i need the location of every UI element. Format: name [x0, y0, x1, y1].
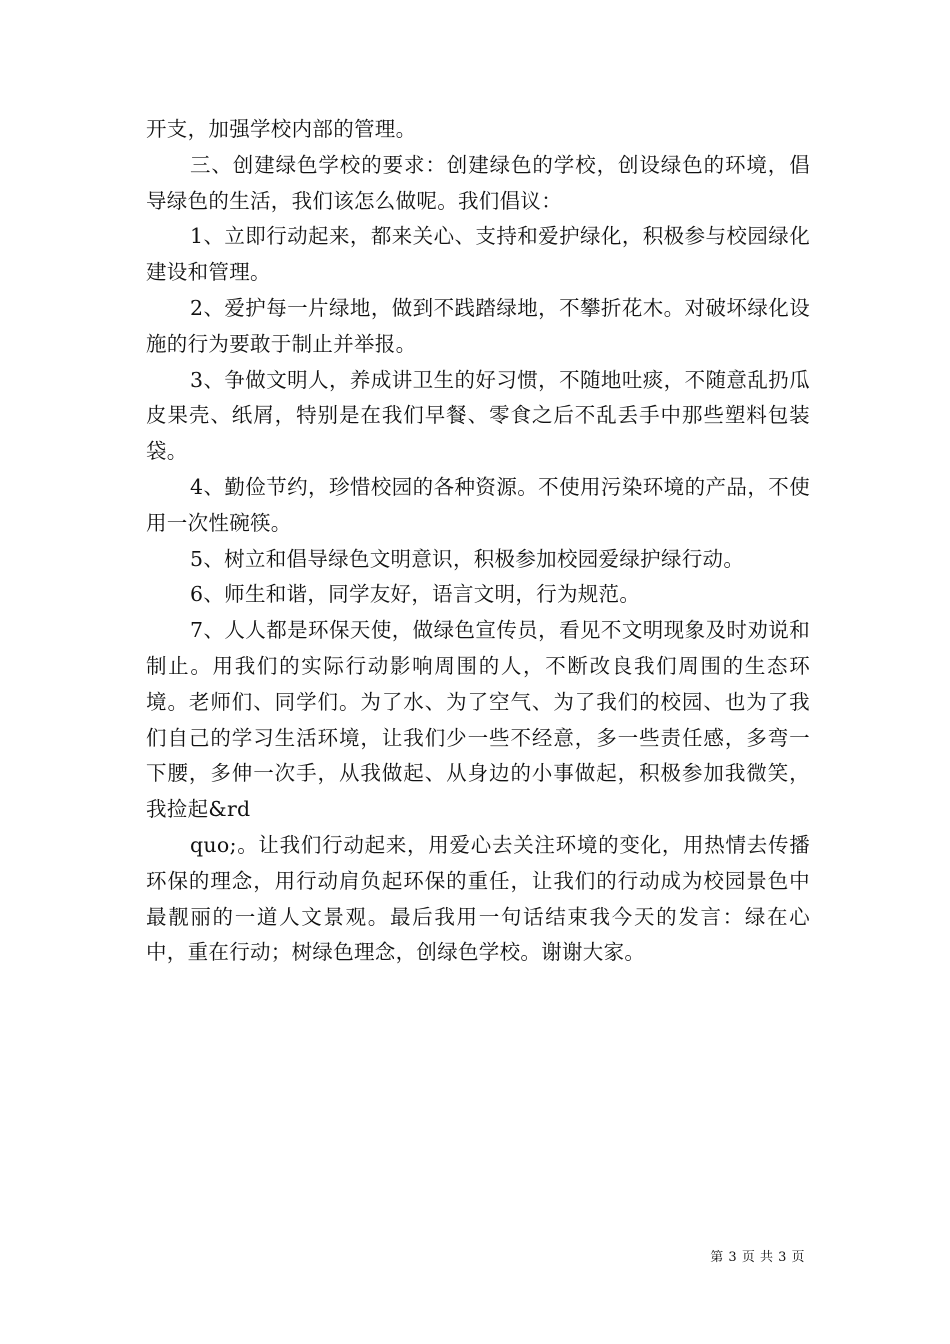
- paragraph-item-7: 7、人人都是环保天使，做绿色宣传员，看见不文明现象及时劝说和制止。用我们的实际行动影响周围的人，不断改良我们周围的生态环境。老师们、同学们。为了水、为了空气、为了我们的校园、也为了我们自己的学习生活环境，让我们少一些不经意，多一些责任感，多弯一下腰，多伸一次手，从我做起、从身边的小事做起，积极参加我微笑，我捡起&rd: [146, 618, 810, 822]
- paragraph-closing: quo;。让我们行动起来，用爱心去关注环境的变化，用热情去传播环保的理念，用行动肩负起环保的重任，让我们的行动成为校园景色中最靓丽的一道人文景观。最后我用一句话结束我今天的发言：绿在心中，重在行动；树绿色理念，创绿色学校。谢谢大家。: [146, 832, 810, 965]
- paragraph-item-6: 6、师生和谐，同学友好，语言文明，行为规范。: [190, 582, 641, 607]
- paragraph-continuation: 开支，加强学校内部的管理。: [146, 117, 417, 141]
- paragraph-item-4: 4、勤俭节约，珍惜校园的各种资源。不使用污染环境的产品，不使用一次性碗筷。: [146, 474, 810, 535]
- paragraph-section-three: 三、创建绿色学校的要求：创建绿色的学校，创设绿色的环境，倡导绿色的生活，我们该怎么做呢。我们倡议：: [146, 152, 810, 213]
- document-body: [146, 112, 810, 971]
- paragraph-item-1: 1、立即行动起来，都来关心、支持和爱护绿化，积极参与校园绿化建设和管理。: [146, 224, 810, 285]
- page-number-footer: 第 3 页 共 3 页: [710, 1250, 805, 1265]
- paragraph-item-3: 3、争做文明人，养成讲卫生的好习惯，不随地吐痰，不随意乱扔瓜皮果壳、纸屑，特别是在我们早餐、零食之后不乱丢手中那些塑料包装袋。: [146, 367, 810, 464]
- paragraph-item-2: 2、爱护每一片绿地，做到不践踏绿地，不攀折花木。对破坏绿化设施的行为要敢于制止并举报。: [146, 295, 810, 356]
- paragraph-item-5: 5、树立和倡导绿色文明意识，积极参加校园爱绿护绿行动。: [190, 546, 745, 571]
